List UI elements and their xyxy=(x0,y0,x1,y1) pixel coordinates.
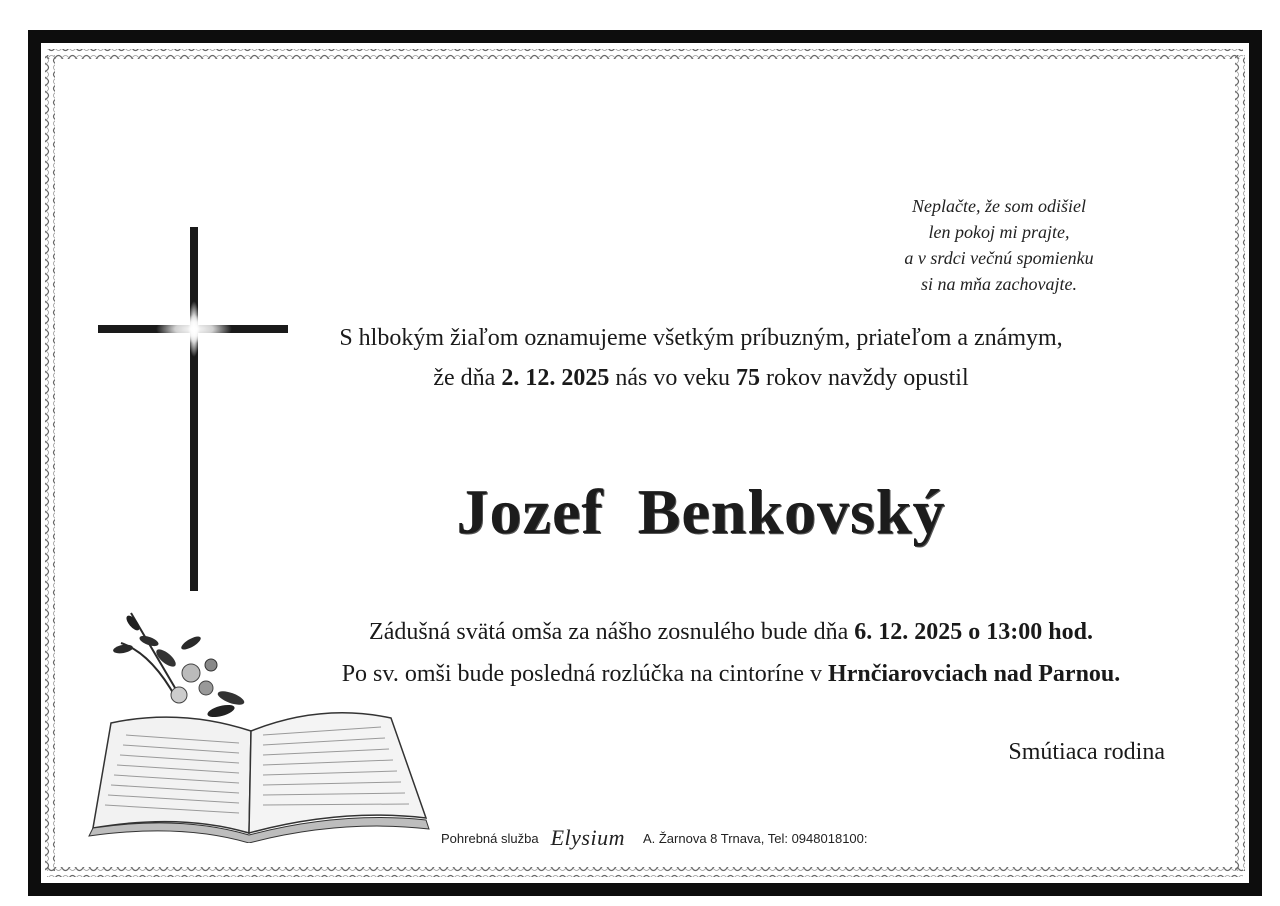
burial-place-line xyxy=(271,661,1191,688)
death-date: 2. 12. 2025 xyxy=(501,365,610,391)
poem-line: Neplačte, že som odišiel xyxy=(912,196,1086,216)
memorial-poem xyxy=(849,193,1149,297)
poem-line: len pokoj mi prajte, xyxy=(928,222,1070,242)
announcement-line-2 xyxy=(241,365,1161,392)
text-segment: nás vo veku xyxy=(609,365,736,391)
funeral-datetime: 6. 12. 2025 o 13:00 hod. xyxy=(854,619,1093,645)
announcement-line-1: S hlbokým žiaľom oznamujeme všetkým príbuzným, priateľom a známym, xyxy=(339,325,1063,351)
text-segment: rokov navždy opustil xyxy=(759,365,969,391)
open-book-icon xyxy=(89,713,429,843)
service-label: Pohrebná služba xyxy=(441,830,539,846)
signature: Smútiaca rodina xyxy=(1008,739,1165,765)
service-address: A. Žarnova 8 Trnava, Tel: 0948018100: xyxy=(642,830,868,846)
text-segment: Po sv. omši bude posledná rozlúčka na cintoríne v xyxy=(341,661,829,687)
deceased-name: Jozef Benkovský xyxy=(456,476,946,547)
burial-place: Hrnčiarovciach nad Parnou. xyxy=(828,661,1121,687)
obituary-frame xyxy=(28,30,1262,896)
flower-bouquet-icon xyxy=(112,613,245,719)
text-segment: Zádušná svätá omša za nášho zosnulého bude dňa xyxy=(369,619,855,645)
funeral-service-footer xyxy=(441,825,961,851)
poem-line: si na mňa zachovajte. xyxy=(921,274,1077,294)
poem-line: a v srdci večnú spomienku xyxy=(904,248,1094,268)
text-segment: že dňa xyxy=(433,365,502,391)
funeral-mass-line xyxy=(271,619,1191,646)
elysium-logo: Elysium xyxy=(550,825,625,850)
age: 75 xyxy=(735,365,760,391)
